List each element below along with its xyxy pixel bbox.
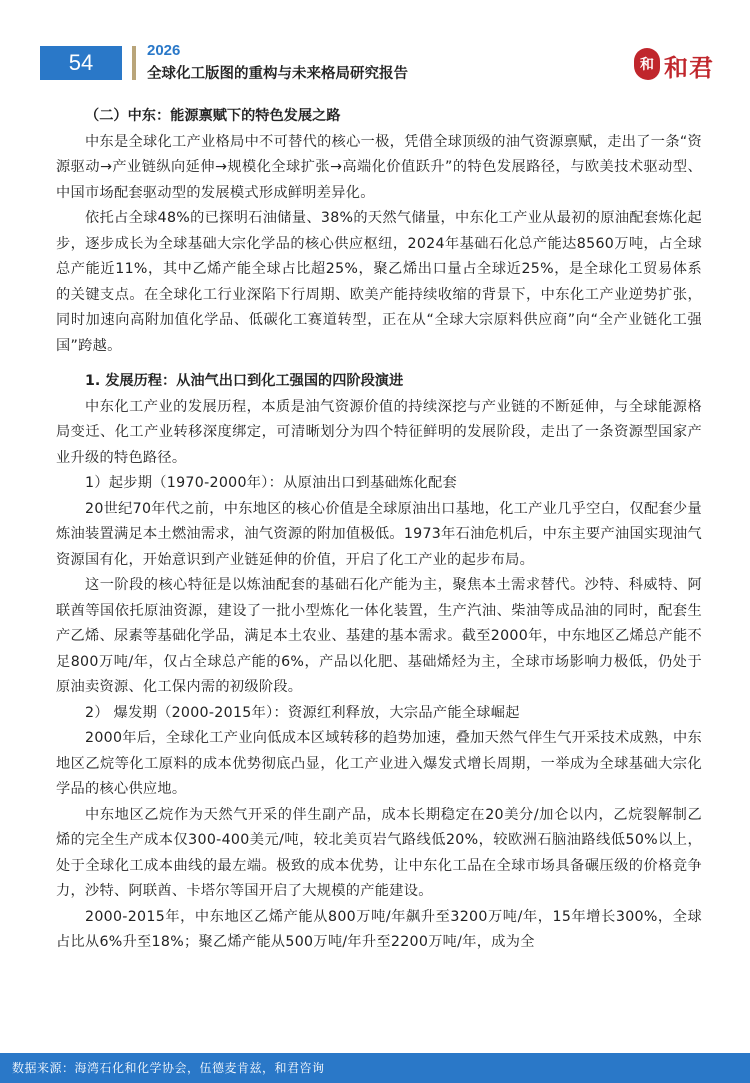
page-number-badge <box>40 46 122 80</box>
report-year: 2026 <box>147 42 181 59</box>
logo-text: 和君 <box>664 54 714 82</box>
subsection-heading: 1. 发展历程：从油气出口到化工强国的四阶段演进 <box>85 373 404 389</box>
stage-title: 2） 爆发期（2000-2015年）：资源红利释放，大宗品产能全球崛起 <box>85 704 520 721</box>
paragraph: 中东化工产业的发展历程，本质是油气资源价值的持续深挖与产业链的不断延伸，与全球能源格局变迁、化工产业转移深度绑定，可清晰划分为四个特征鲜明的发展阶段，走出了一条资源型国家产业升级的特色路径。 <box>56 398 702 466</box>
paragraph: 这一阶段的核心特征是以炼油配套的基础石化产能为主，聚焦本土需求替代。沙特、科威特、阿联酋等国依托原油资源，建设了一批小型炼化一体化装置，生产汽油、柴油等成品油的同时，配套生产乙烯、尿素等基础化学品，满足本土农业、基建的基本需求。截至2000年，中东地区乙烯总产能不足800万吨/年，仅占全球总产能的6%，产品以化肥、基础烯烃为主，全球市场影响力极低，仍处于原油卖资源、化工保内需的初级阶段。 <box>56 577 702 695</box>
stage-title: 1）起步期（1970-2000年）：从原油出口到基础炼化配套 <box>85 475 458 491</box>
header-divider <box>132 46 136 80</box>
paragraph: 2000年后，全球化工产业向低成本区域转移的趋势加速，叠加天然气伴生气开采技术成熟，中东地区乙烷等化工原料的成本优势彻底凸显，化工产业进入爆发式增长周期，一举成为全球基础大宗化学品的核心供应地。 <box>56 730 702 797</box>
report-title: 全球化工版图的重构与未来格局研究报告 <box>147 66 408 82</box>
paragraph: 依托占全球48%的已探明石油储量、38%的天然气储量，中东化工产业从最初的原油配套炼化起步，逐步成长为全球基础大宗化学品的核心供应枢纽，2024年基础石化总产能达8560万吨，占全球总产能近11%，其中乙烯产能全球占比超25%，聚乙烯出口量占全球近25%，是全球化工贸易体系的关键支点。在全球化工行业深陷下行周期、欧美产能持续收缩的背景下，中东化工产业逆势扩张，同时加速向高附加值化学品、低碳化工赛道转型，正在从“全球大宗原料供应商”向“全产业链化工强国”跨越。 <box>56 210 702 354</box>
page-header <box>0 0 750 100</box>
section-heading: （二）中东：能源禀赋下的特色发展之路 <box>85 108 341 124</box>
paragraph: 20世纪70年代之前，中东地区的核心价值是全球原油出口基地，化工产业几乎空白，仅配套少量炼油装置满足本土燃油需求，油气资源的附加值极低。1973年石油危机后，中东主要产油国实现油气资源国有化，开始意识到产业链延伸的价值，开启了化工产业的起步布局。 <box>56 500 702 568</box>
paragraph: 中东是全球化工产业格局中不可替代的核心一极，凭借全球顶级的油气资源禀赋，走出了一条“资源驱动→产业链纵向延伸→规模化全球扩张→高端化价值跃升”的特色发展路径，与欧美技术驱动型、中国市场配套驱动型的发展模式形成鲜明差异化。 <box>56 133 702 201</box>
seal-icon: 和 <box>634 48 660 80</box>
page-number: 54 <box>68 50 94 75</box>
paragraph: 2000-2015年，中东地区乙烯产能从800万吨/年飙升至3200万吨/年，15年增长300%，全球占比从6%升至18%；聚乙烯产能从500万吨/年升至2200万吨/年，成为全 <box>56 908 702 950</box>
paragraph: 中东地区乙烷作为天然气开采的伴生副产品，成本长期稳定在20美分/加仑以内，乙烷裂解制乙烯的完全生产成本仅300-400美元/吨，较北美页岩气路线低20%，较欧洲石脑油路线低50%以上，处于全球化工成本曲线的最左端。极致的成本优势，让中东化工品在全球市场具备碾压级的价格竞争力，沙特、阿联酋、卡塔尔等国开启了大规模的产能建设。 <box>56 806 702 899</box>
data-source: 数据来源：海湾石化和化学协会，伍德麦肯兹，和君咨询 <box>12 1061 325 1075</box>
page-footer <box>0 1053 750 1083</box>
company-logo <box>634 44 734 84</box>
document-body <box>56 102 702 956</box>
